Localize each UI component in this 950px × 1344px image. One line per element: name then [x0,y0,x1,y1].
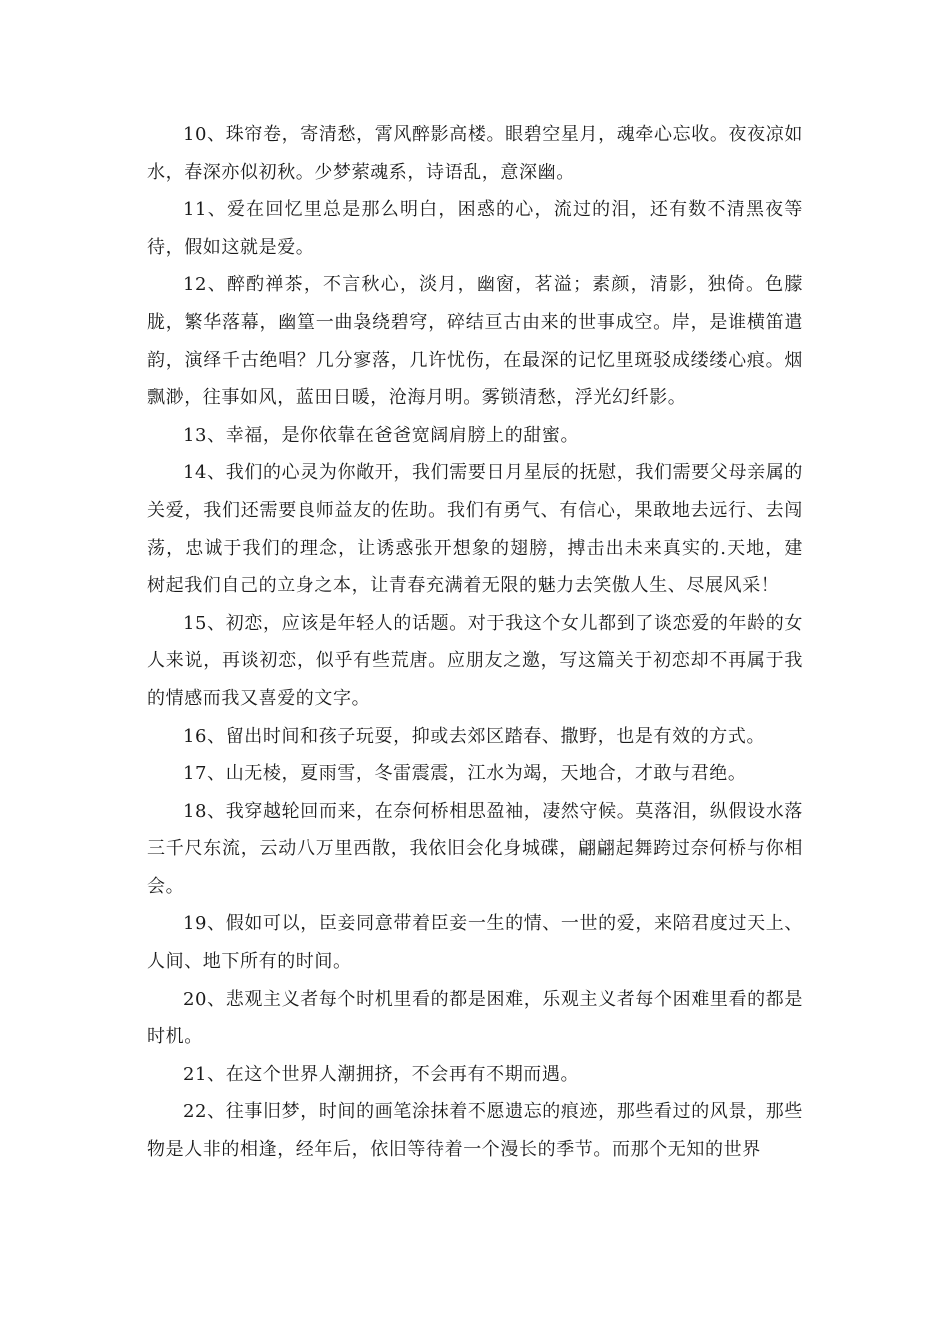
paragraph-10: 10、珠帘卷，寄清愁，霄风醉影高楼。眼碧空星月，魂牵心忘收。夜夜凉如水，春深亦似初秋。少梦萦魂系，诗语乱，意深幽。 [147,124,803,183]
paragraph-19: 19、假如可以，臣妾同意带着臣妾一生的情、一世的爱，来陪君度过天上、人间、地下所有的时间。 [147,913,803,973]
paragraph-17: 17、山无棱，夏雨雪，冬雷震震，江水为竭，天地合，才敢与君绝。 [183,763,747,785]
paragraph-22: 22、往事旧梦，时间的画笔涂抹着不愿遗忘的痕迹，那些看过的风景，那些物是人非的相逢，经年后，依旧等待着一个漫长的季节。而那个无知的世界 [147,1101,803,1161]
paragraph-15: 15、初恋，应该是年轻人的话题。对于我这个女儿都到了谈恋爱的年龄的女人来说，再谈初恋，似乎有些荒唐。应朋友之邀，写这篇关于初恋却不再属于我的情感而我又喜爱的文字。 [147,612,803,709]
paragraph-18: 18、我穿越轮回而来，在奈何桥相思盈袖，凄然守候。莫落泪，纵假设水落三千尺东流，云动八万里西散，我依旧会化身城碟，翩翩起舞跨过奈何桥与你相会。 [147,800,803,897]
paragraph-11: 11、爱在回忆里总是那么明白，困惑的心，流过的泪，还有数不清黑夜等待，假如这就是爱。 [147,199,803,258]
paragraph-21: 21、在这个世界人潮拥挤，不会再有不期而遇。 [183,1063,580,1085]
paragraph-16: 16、留出时间和孩子玩耍，抑或去郊区踏春、撒野，也是有效的方式。 [183,725,766,747]
paragraph-14: 14、我们的心灵为你敞开，我们需要日月星辰的抚慰，我们需要父母亲属的关爱，我们还需要良师益友的佐助。我们有勇气、有信心，果敢地去远行、去闯荡，忠诚于我们的理念，让诱惑张开想象的翅膀，搏击出未来真实的.天地，建树起我们自己的立身之本，让青春充满着无限的魅力去笑傲人生、尽展风采！ [147,462,803,597]
paragraph-12: 12、醉酌禅茶，不言秋心，淡月，幽窗，茗溢；素颜，清影，独倚。色朦胧，繁华落幕，幽篁一曲袅绕碧穹，碎结亘古由来的世事成空。岸，是谁横笛遣韵，演绎千古绝唱？几分寥落，几许忧伤，在最深的记忆里斑驳成缕缕心痕。烟飘渺，往事如风，蓝田日暖，沧海月明。雾锁清愁，浮光幻纤影。 [147,274,803,409]
document-body [147,116,803,1169]
paragraph-13: 13、幸福，是你依靠在爸爸宽阔肩膀上的甜蜜。 [183,424,580,446]
paragraph-20: 20、悲观主义者每个时机里看的都是困难，乐观主义者每个困难里看的都是时机。 [147,988,803,1048]
